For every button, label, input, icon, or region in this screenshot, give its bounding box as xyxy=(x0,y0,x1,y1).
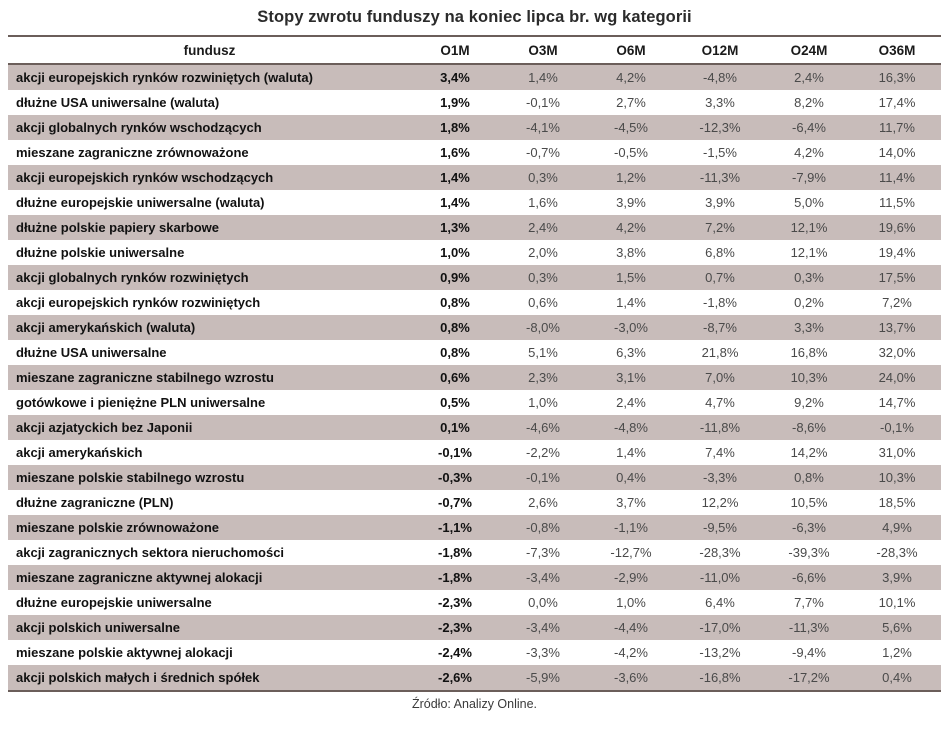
return-value-o1m: 0,5% xyxy=(411,390,499,415)
table-row xyxy=(8,490,941,515)
return-value-o1m: 1,8% xyxy=(411,115,499,140)
fund-category-name: mieszane zagraniczne zrównoważone xyxy=(8,140,411,165)
fund-category-name: dłużne polskie uniwersalne xyxy=(8,240,411,265)
fund-category-name: mieszane polskie zrównoważone xyxy=(8,515,411,540)
return-value-o36m: 31,0% xyxy=(853,440,941,465)
return-value-o1m: -1,8% xyxy=(411,540,499,565)
return-value-o12m: 3,3% xyxy=(675,90,765,115)
fund-category-name: gotówkowe i pieniężne PLN uniwersalne xyxy=(8,390,411,415)
return-value-o24m: 14,2% xyxy=(765,440,853,465)
return-value-o36m: 14,7% xyxy=(853,390,941,415)
return-value-o24m: -39,3% xyxy=(765,540,853,565)
return-value-o36m: 32,0% xyxy=(853,340,941,365)
return-value-o3m: -4,1% xyxy=(499,115,587,140)
return-value-o6m: 1,5% xyxy=(587,265,675,290)
return-value-o12m: -3,3% xyxy=(675,465,765,490)
return-value-o1m: -2,4% xyxy=(411,640,499,665)
return-value-o24m: 10,5% xyxy=(765,490,853,515)
return-value-o3m: -3,4% xyxy=(499,565,587,590)
return-value-o12m: -28,3% xyxy=(675,540,765,565)
table-row xyxy=(8,540,941,565)
return-value-o3m: 0,3% xyxy=(499,265,587,290)
return-value-o36m: 10,3% xyxy=(853,465,941,490)
return-value-o1m: 1,6% xyxy=(411,140,499,165)
return-value-o1m: 0,6% xyxy=(411,365,499,390)
return-value-o1m: -0,1% xyxy=(411,440,499,465)
return-value-o1m: -2,3% xyxy=(411,590,499,615)
table-row xyxy=(8,640,941,665)
return-value-o24m: 12,1% xyxy=(765,240,853,265)
return-value-o12m: -13,2% xyxy=(675,640,765,665)
return-value-o36m: 11,4% xyxy=(853,165,941,190)
return-value-o12m: 4,7% xyxy=(675,390,765,415)
fund-category-name: akcji polskich małych i średnich spółek xyxy=(8,665,411,691)
fund-category-name: akcji globalnych rynków wschodzących xyxy=(8,115,411,140)
return-value-o3m: 2,4% xyxy=(499,215,587,240)
table-row xyxy=(8,190,941,215)
return-value-o3m: -5,9% xyxy=(499,665,587,691)
fund-category-name: mieszane polskie aktywnej alokacji xyxy=(8,640,411,665)
return-value-o1m: 0,8% xyxy=(411,290,499,315)
return-value-o3m: -2,2% xyxy=(499,440,587,465)
return-value-o6m: 4,2% xyxy=(587,64,675,90)
table-row xyxy=(8,615,941,640)
return-value-o24m: 5,0% xyxy=(765,190,853,215)
fund-category-name: akcji europejskich rynków wschodzących xyxy=(8,165,411,190)
return-value-o6m: -4,4% xyxy=(587,615,675,640)
return-value-o12m: -17,0% xyxy=(675,615,765,640)
return-value-o24m: 10,3% xyxy=(765,365,853,390)
return-value-o6m: -4,8% xyxy=(587,415,675,440)
return-value-o3m: -8,0% xyxy=(499,315,587,340)
return-value-o1m: 0,8% xyxy=(411,315,499,340)
return-value-o12m: -1,8% xyxy=(675,290,765,315)
return-value-o24m: 16,8% xyxy=(765,340,853,365)
return-value-o1m: -0,7% xyxy=(411,490,499,515)
return-value-o36m: 16,3% xyxy=(853,64,941,90)
table-row xyxy=(8,665,941,691)
fund-category-name: akcji azjatyckich bez Japonii xyxy=(8,415,411,440)
return-value-o6m: -3,6% xyxy=(587,665,675,691)
return-value-o12m: -8,7% xyxy=(675,315,765,340)
return-value-o1m: -0,3% xyxy=(411,465,499,490)
table-row xyxy=(8,165,941,190)
fund-category-name: dłużne europejskie uniwersalne (waluta) xyxy=(8,190,411,215)
return-value-o12m: 7,0% xyxy=(675,365,765,390)
return-value-o6m: 0,4% xyxy=(587,465,675,490)
return-value-o3m: 5,1% xyxy=(499,340,587,365)
table-row xyxy=(8,64,941,90)
column-header-o6m: O6M xyxy=(587,36,675,64)
return-value-o6m: 1,4% xyxy=(587,440,675,465)
return-value-o6m: 2,7% xyxy=(587,90,675,115)
return-value-o6m: -2,9% xyxy=(587,565,675,590)
return-value-o24m: 4,2% xyxy=(765,140,853,165)
return-value-o12m: 6,8% xyxy=(675,240,765,265)
table-row xyxy=(8,440,941,465)
return-value-o12m: -1,5% xyxy=(675,140,765,165)
return-value-o1m: 1,0% xyxy=(411,240,499,265)
return-value-o24m: -6,4% xyxy=(765,115,853,140)
return-value-o1m: -2,3% xyxy=(411,615,499,640)
return-value-o1m: 1,9% xyxy=(411,90,499,115)
fund-category-name: mieszane polskie stabilnego wzrostu xyxy=(8,465,411,490)
source-note: Źródło: Analizy Online. xyxy=(411,697,538,711)
return-value-o1m: -2,6% xyxy=(411,665,499,691)
column-header-o12m: O12M xyxy=(675,36,765,64)
return-value-o24m: 0,3% xyxy=(765,265,853,290)
fund-category-name: dłużne zagraniczne (PLN) xyxy=(8,490,411,515)
return-value-o12m: -11,8% xyxy=(675,415,765,440)
return-value-o36m: 7,2% xyxy=(853,290,941,315)
return-value-o6m: -4,2% xyxy=(587,640,675,665)
return-value-o6m: 1,2% xyxy=(587,165,675,190)
return-value-o36m: 11,7% xyxy=(853,115,941,140)
return-value-o24m: 0,8% xyxy=(765,465,853,490)
return-value-o12m: 7,2% xyxy=(675,215,765,240)
return-value-o3m: 2,3% xyxy=(499,365,587,390)
return-value-o12m: -11,3% xyxy=(675,165,765,190)
return-value-o1m: 0,9% xyxy=(411,265,499,290)
table-row xyxy=(8,590,941,615)
return-value-o3m: -0,1% xyxy=(499,465,587,490)
table-row xyxy=(8,115,941,140)
table-row xyxy=(8,390,941,415)
return-value-o1m: 1,4% xyxy=(411,165,499,190)
return-value-o12m: -11,0% xyxy=(675,565,765,590)
column-header-fundusz: fundusz xyxy=(8,36,411,64)
return-value-o36m: 24,0% xyxy=(853,365,941,390)
return-value-o6m: 1,0% xyxy=(587,590,675,615)
return-value-o3m: 1,0% xyxy=(499,390,587,415)
return-value-o36m: -0,1% xyxy=(853,415,941,440)
fund-category-name: dłużne europejskie uniwersalne xyxy=(8,590,411,615)
return-value-o1m: 3,4% xyxy=(411,64,499,90)
fund-category-name: dłużne USA uniwersalne xyxy=(8,340,411,365)
table-row xyxy=(8,415,941,440)
return-value-o1m: 1,3% xyxy=(411,215,499,240)
return-value-o24m: 3,3% xyxy=(765,315,853,340)
return-value-o1m: -1,1% xyxy=(411,515,499,540)
return-value-o3m: -4,6% xyxy=(499,415,587,440)
return-value-o6m: -1,1% xyxy=(587,515,675,540)
return-value-o36m: 1,2% xyxy=(853,640,941,665)
return-value-o36m: 17,4% xyxy=(853,90,941,115)
return-value-o24m: -9,4% xyxy=(765,640,853,665)
table-row xyxy=(8,215,941,240)
table-row xyxy=(8,240,941,265)
return-value-o24m: -8,6% xyxy=(765,415,853,440)
return-value-o3m: -0,7% xyxy=(499,140,587,165)
table-row xyxy=(8,290,941,315)
return-value-o1m: 0,8% xyxy=(411,340,499,365)
return-value-o6m: 3,7% xyxy=(587,490,675,515)
table-header-row xyxy=(8,36,941,64)
return-value-o36m: 0,4% xyxy=(853,665,941,691)
return-value-o1m: 0,1% xyxy=(411,415,499,440)
return-value-o36m: 14,0% xyxy=(853,140,941,165)
return-value-o6m: -3,0% xyxy=(587,315,675,340)
table-row xyxy=(8,140,941,165)
return-value-o6m: 3,8% xyxy=(587,240,675,265)
return-value-o24m: -6,3% xyxy=(765,515,853,540)
return-value-o12m: 3,9% xyxy=(675,190,765,215)
return-value-o6m: -12,7% xyxy=(587,540,675,565)
fund-category-name: akcji amerykańskich xyxy=(8,440,411,465)
table-body xyxy=(8,64,941,691)
return-value-o36m: 19,6% xyxy=(853,215,941,240)
return-value-o24m: 12,1% xyxy=(765,215,853,240)
return-value-o36m: 17,5% xyxy=(853,265,941,290)
return-value-o36m: 4,9% xyxy=(853,515,941,540)
return-value-o3m: 2,6% xyxy=(499,490,587,515)
return-value-o12m: 6,4% xyxy=(675,590,765,615)
column-header-o1m: O1M xyxy=(411,36,499,64)
table-row xyxy=(8,465,941,490)
return-value-o6m: 3,1% xyxy=(587,365,675,390)
return-value-o36m: 13,7% xyxy=(853,315,941,340)
return-value-o36m: -28,3% xyxy=(853,540,941,565)
return-value-o36m: 10,1% xyxy=(853,590,941,615)
table-row xyxy=(8,265,941,290)
return-value-o12m: 21,8% xyxy=(675,340,765,365)
return-value-o6m: 2,4% xyxy=(587,390,675,415)
table-row xyxy=(8,565,941,590)
fund-category-name: akcji europejskich rynków rozwiniętych (waluta) xyxy=(8,64,411,90)
column-header-o3m: O3M xyxy=(499,36,587,64)
return-value-o24m: 2,4% xyxy=(765,64,853,90)
return-value-o3m: -7,3% xyxy=(499,540,587,565)
table-row xyxy=(8,315,941,340)
return-value-o3m: -0,1% xyxy=(499,90,587,115)
fund-category-name: mieszane zagraniczne stabilnego wzrostu xyxy=(8,365,411,390)
return-value-o12m: 12,2% xyxy=(675,490,765,515)
fund-returns-table xyxy=(8,35,941,692)
return-value-o24m: -11,3% xyxy=(765,615,853,640)
return-value-o12m: -12,3% xyxy=(675,115,765,140)
return-value-o3m: 1,6% xyxy=(499,190,587,215)
return-value-o3m: -0,8% xyxy=(499,515,587,540)
table-row xyxy=(8,340,941,365)
return-value-o1m: -1,8% xyxy=(411,565,499,590)
return-value-o6m: 6,3% xyxy=(587,340,675,365)
table-row xyxy=(8,515,941,540)
table-row xyxy=(8,365,941,390)
page-title: Stopy zwrotu funduszy na koniec lipca br. wg kategorii xyxy=(257,8,692,26)
return-value-o36m: 11,5% xyxy=(853,190,941,215)
return-value-o24m: -17,2% xyxy=(765,665,853,691)
return-value-o24m: -7,9% xyxy=(765,165,853,190)
fund-category-name: mieszane zagraniczne aktywnej alokacji xyxy=(8,565,411,590)
return-value-o3m: 2,0% xyxy=(499,240,587,265)
fund-category-name: akcji zagranicznych sektora nieruchomości xyxy=(8,540,411,565)
return-value-o12m: -4,8% xyxy=(675,64,765,90)
return-value-o12m: -16,8% xyxy=(675,665,765,691)
return-value-o12m: 7,4% xyxy=(675,440,765,465)
return-value-o3m: 0,6% xyxy=(499,290,587,315)
table-header xyxy=(8,36,941,64)
return-value-o36m: 18,5% xyxy=(853,490,941,515)
return-value-o24m: 7,7% xyxy=(765,590,853,615)
fund-category-name: dłużne USA uniwersalne (waluta) xyxy=(8,90,411,115)
return-value-o12m: -9,5% xyxy=(675,515,765,540)
fund-category-name: akcji europejskich rynków rozwiniętych xyxy=(8,290,411,315)
column-header-o24m: O24M xyxy=(765,36,853,64)
return-value-o6m: -4,5% xyxy=(587,115,675,140)
return-value-o24m: 0,2% xyxy=(765,290,853,315)
fund-category-name: akcji globalnych rynków rozwiniętych xyxy=(8,265,411,290)
return-value-o24m: 9,2% xyxy=(765,390,853,415)
fund-category-name: dłużne polskie papiery skarbowe xyxy=(8,215,411,240)
return-value-o3m: -3,4% xyxy=(499,615,587,640)
return-value-o24m: 8,2% xyxy=(765,90,853,115)
return-value-o24m: -6,6% xyxy=(765,565,853,590)
return-value-o12m: 0,7% xyxy=(675,265,765,290)
return-value-o6m: 1,4% xyxy=(587,290,675,315)
return-value-o3m: 0,0% xyxy=(499,590,587,615)
return-value-o36m: 19,4% xyxy=(853,240,941,265)
column-header-o36m: O36M xyxy=(853,36,941,64)
return-value-o3m: -3,3% xyxy=(499,640,587,665)
fund-category-name: akcji polskich uniwersalne xyxy=(8,615,411,640)
return-value-o36m: 5,6% xyxy=(853,615,941,640)
return-value-o3m: 1,4% xyxy=(499,64,587,90)
return-value-o3m: 0,3% xyxy=(499,165,587,190)
return-value-o6m: -0,5% xyxy=(587,140,675,165)
fund-category-name: akcji amerykańskich (waluta) xyxy=(8,315,411,340)
table-row xyxy=(8,90,941,115)
return-value-o6m: 3,9% xyxy=(587,190,675,215)
return-value-o36m: 3,9% xyxy=(853,565,941,590)
return-value-o6m: 4,2% xyxy=(587,215,675,240)
return-value-o1m: 1,4% xyxy=(411,190,499,215)
